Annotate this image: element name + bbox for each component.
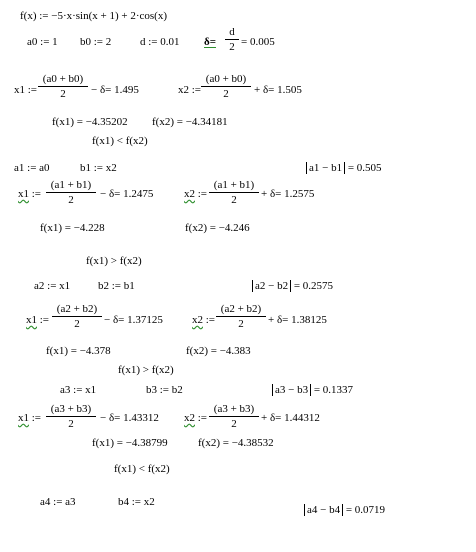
assign-op: := [197, 412, 208, 424]
b2-assign: b2 := b1 [98, 280, 135, 292]
assign-op: := [39, 314, 50, 326]
a3-assign: a3 := x1 [60, 384, 97, 396]
fraction-bar [225, 39, 239, 40]
fraction-bar [46, 416, 96, 417]
x2-denominator: 2 [238, 318, 244, 330]
d-assign: d := 0.01 [140, 36, 180, 48]
delta-fraction [225, 26, 239, 53]
fx1-value: f(x1) = −4.35202 [52, 116, 128, 128]
fx2-value: f(x2) = −4.34181 [152, 116, 228, 128]
x2-lhs: x2 := [178, 84, 202, 96]
x2-lhs [192, 314, 215, 326]
fx1-value: f(x1) = −4.378 [46, 345, 111, 357]
fraction-bar [52, 316, 102, 317]
x2-result: + δ= 1.505 [254, 84, 302, 96]
x2-result: + δ= 1.2575 [261, 188, 315, 200]
x1-symbol: x1 [26, 314, 37, 326]
assign-op: := [197, 188, 208, 200]
x2-symbol: x2 [192, 314, 203, 326]
x2-lhs [184, 412, 207, 424]
abs-diff: a3 − b3 [272, 384, 311, 396]
delta-denominator: 2 [229, 41, 235, 53]
delta-numerator: d [229, 26, 235, 38]
x2-fraction [209, 403, 259, 430]
comparison: f(x1) < f(x2) [114, 463, 170, 475]
interval-length [304, 504, 385, 516]
x2-numerator: (a1 + b1) [213, 179, 255, 191]
comparison: f(x1) < f(x2) [92, 135, 148, 147]
x2-numerator: (a0 + b0) [205, 73, 247, 85]
x2-symbol: x2 [184, 412, 195, 424]
x1-result: − δ= 1.43312 [100, 412, 159, 424]
x1-numerator: (a0 + b0) [42, 73, 84, 85]
a0-assign: a0 := 1 [27, 36, 58, 48]
interval-length [272, 384, 353, 396]
x2-numerator: (a3 + b3) [213, 403, 255, 415]
fx2-value: f(x2) = −4.38532 [198, 437, 274, 449]
interval-value: = 0.505 [347, 162, 382, 174]
interval-value: = 0.0719 [345, 504, 386, 516]
x1-fraction [46, 179, 96, 206]
comparison: f(x1) > f(x2) [86, 255, 142, 267]
interval-length [306, 162, 382, 174]
x1-lhs [18, 188, 41, 200]
interval-value: = 0.1337 [313, 384, 354, 396]
x1-fraction [46, 403, 96, 430]
delta-value: = 0.005 [241, 36, 275, 48]
x1-denominator: 2 [68, 194, 74, 206]
x1-lhs [18, 412, 41, 424]
a4-assign: a4 := a3 [40, 496, 76, 508]
x2-fraction [201, 73, 251, 100]
fx2-value: f(x2) = −4.383 [186, 345, 251, 357]
abs-diff: a1 − b1 [306, 162, 345, 174]
fraction-bar [209, 416, 259, 417]
fraction-bar [201, 86, 251, 87]
b1-assign: b1 := x2 [80, 162, 117, 174]
x1-denominator: 2 [60, 88, 66, 100]
x1-result: − δ= 1.37125 [104, 314, 163, 326]
fraction-bar [46, 192, 96, 193]
x2-result: + δ= 1.44312 [261, 412, 320, 424]
fx1-value: f(x1) = −4.228 [40, 222, 105, 234]
delta-symbol: δ= [204, 36, 216, 48]
function-definition: f(x) := −5·x·sin(x + 1) + 2·cos(x) [20, 10, 168, 22]
interval-value: = 0.2575 [293, 280, 334, 292]
fraction-bar [38, 86, 88, 87]
abs-diff: a4 − b4 [304, 504, 343, 516]
fx2-value: f(x2) = −4.246 [185, 222, 250, 234]
x1-denominator: 2 [74, 318, 80, 330]
x2-numerator: (a2 + b2) [220, 303, 262, 315]
x1-lhs: x1 := [14, 84, 38, 96]
x1-result: − δ= 1.495 [91, 84, 139, 96]
assign-op: := [31, 412, 42, 424]
x2-result: + δ= 1.38125 [268, 314, 327, 326]
x1-denominator: 2 [68, 418, 74, 430]
x2-fraction [216, 303, 266, 330]
assign-op: := [31, 188, 42, 200]
x1-result: − δ= 1.2475 [100, 188, 154, 200]
fraction-bar [209, 192, 259, 193]
x2-denominator: 2 [223, 88, 229, 100]
a1-assign: a1 := a0 [14, 162, 50, 174]
x1-numerator: (a2 + b2) [56, 303, 98, 315]
comparison: f(x1) > f(x2) [118, 364, 174, 376]
x2-lhs [184, 188, 207, 200]
abs-diff: a2 − b2 [252, 280, 291, 292]
x1-numerator: (a1 + b1) [50, 179, 92, 191]
b3-assign: b3 := b2 [146, 384, 183, 396]
assign-op: := [205, 314, 216, 326]
fraction-bar [216, 316, 266, 317]
x1-numerator: (a3 + b3) [50, 403, 92, 415]
x2-denominator: 2 [231, 194, 237, 206]
x2-fraction [209, 179, 259, 206]
x2-denominator: 2 [231, 418, 237, 430]
fx1-value: f(x1) = −4.38799 [92, 437, 168, 449]
a2-assign: a2 := x1 [34, 280, 71, 292]
x1-symbol: x1 [18, 412, 29, 424]
b4-assign: b4 := x2 [118, 496, 155, 508]
x1-symbol: x1 [18, 188, 29, 200]
b0-assign: b0 := 2 [80, 36, 112, 48]
x1-fraction [38, 73, 88, 100]
x1-lhs [26, 314, 49, 326]
interval-length [252, 280, 333, 292]
x1-fraction [52, 303, 102, 330]
x2-symbol: x2 [184, 188, 195, 200]
